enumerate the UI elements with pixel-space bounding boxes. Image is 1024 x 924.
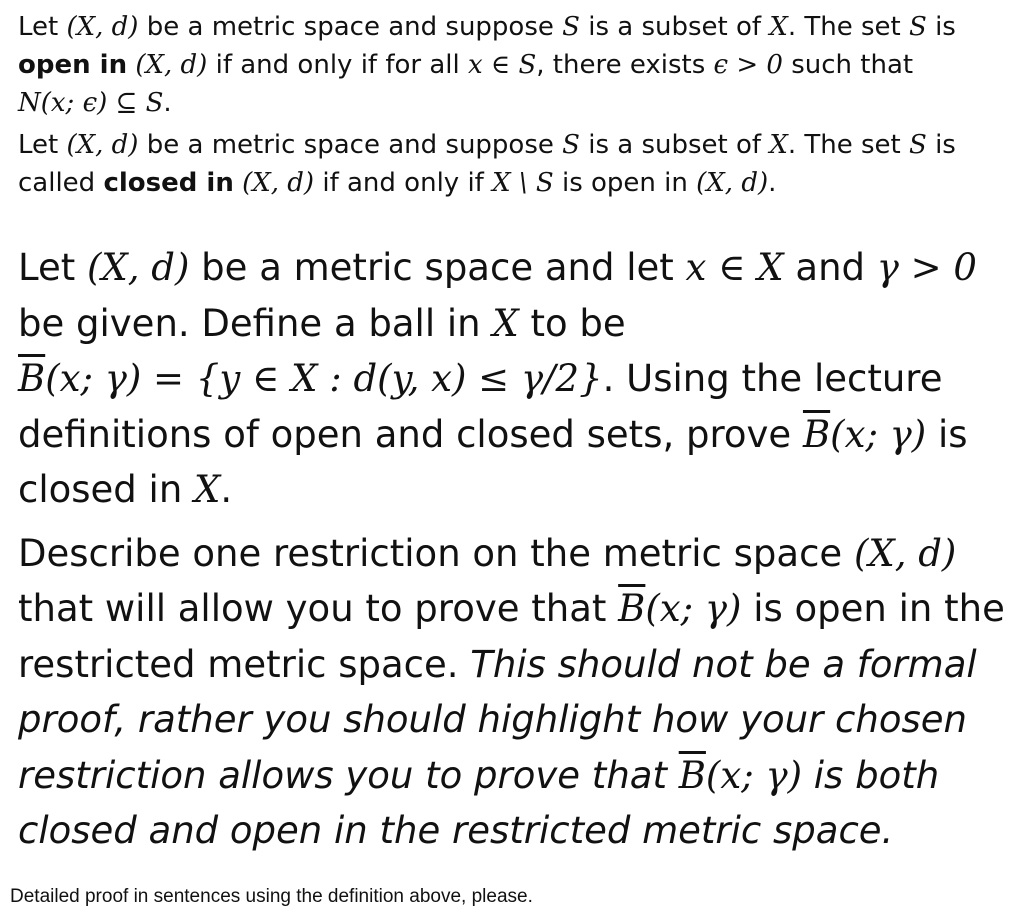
text: be a metric space and suppose <box>138 12 563 42</box>
text: is <box>926 130 956 160</box>
math-space: (X, d) <box>87 246 190 289</box>
italic-text: closed and open in the restricted metric space. <box>18 809 894 852</box>
text: closed in <box>18 468 195 511</box>
math-x-in-S: x ∈ S <box>468 50 537 80</box>
text: , there exists <box>536 50 714 80</box>
open-in-term: open in <box>18 50 128 80</box>
math-ball-definition: (x; γ) = {y ∈ X : d(y, x) ≤ γ/2} <box>45 357 603 400</box>
lecture-definitions <box>18 8 1010 202</box>
math-ball-args: (x; γ) <box>645 587 742 630</box>
text: is a subset of <box>579 130 770 160</box>
italic-text: This should not be a formal <box>470 642 977 686</box>
problem-statement <box>18 240 1010 859</box>
text: be given. Define a ball in <box>18 301 493 345</box>
math-x-in-X: x ∈ X <box>685 246 784 289</box>
text: be a metric space and let <box>189 246 686 289</box>
document-page <box>18 8 1010 859</box>
math-space: (X, d) <box>66 12 139 42</box>
text: and <box>783 246 877 289</box>
italic-text: is both <box>802 753 940 797</box>
math-ball-args: (x; γ) <box>705 753 802 797</box>
text: . <box>220 468 233 511</box>
text: be a metric space and suppose <box>138 130 563 160</box>
text: . Using the lecture <box>602 357 943 400</box>
problem-part-1 <box>18 240 1010 518</box>
italic-text: restriction allows you to prove that <box>18 753 679 797</box>
text: . <box>768 168 777 198</box>
text: such that <box>782 50 914 80</box>
math-space: (X, d) <box>853 531 957 575</box>
closed-ball-symbol: $\overline{B}$ <box>18 357 46 400</box>
text: . <box>163 88 172 118</box>
text: Let <box>18 246 87 289</box>
text: definitions of open and closed sets, prove <box>18 412 803 456</box>
math-X: X <box>769 130 788 160</box>
text: restricted metric space. <box>18 642 471 686</box>
math-space: (X, d) <box>135 50 208 80</box>
math-epsilon: ϵ > 0 <box>713 50 783 80</box>
text: if and only if <box>314 168 493 198</box>
closed-ball-symbol: $\overline{B}$ <box>802 412 831 456</box>
text: . The set <box>787 12 909 42</box>
text: Describe one restriction on the metric space <box>18 531 854 575</box>
text: if and only if for all <box>207 50 468 80</box>
math-complement: X \ S <box>492 168 554 198</box>
text: Let <box>18 12 67 42</box>
closed-ball-symbol: $\overline{B}$ <box>678 753 706 797</box>
closed-ball-symbol: $\overline{B}$ <box>618 587 646 630</box>
text: called <box>18 168 104 198</box>
math-space: (X, d) <box>66 130 139 160</box>
math-S: S <box>562 12 580 42</box>
closed-set-definition <box>18 126 1010 202</box>
math-S: S <box>562 130 580 160</box>
closed-in-term: closed in <box>103 168 234 198</box>
text: is open in the <box>741 587 1005 630</box>
text: is open in <box>553 168 697 198</box>
math-space: (X, d) <box>242 168 315 198</box>
math-neighborhood: N(x; ϵ) ⊆ S <box>18 88 164 118</box>
text: to be <box>518 301 626 345</box>
problem-part-2 <box>18 526 1010 859</box>
text: . The set <box>787 130 909 160</box>
math-X: X <box>492 301 519 345</box>
math-X: X <box>194 468 221 511</box>
text: is <box>926 12 956 42</box>
italic-text: proof, rather you should highlight how your chosen <box>18 698 967 741</box>
text: that will allow you to prove that <box>18 587 619 630</box>
user-request-note: Detailed proof in sentences using the definition above, please. <box>10 886 533 907</box>
text: Let <box>18 130 67 160</box>
math-S: S <box>909 130 927 160</box>
open-set-definition <box>18 8 1010 122</box>
math-S: S <box>909 12 927 42</box>
text: is a subset of <box>579 12 770 42</box>
math-ball-args: (x; γ) <box>830 412 927 456</box>
math-gamma: γ > 0 <box>876 246 977 289</box>
math-X: X <box>769 12 788 42</box>
text: is <box>926 412 968 456</box>
math-space: (X, d) <box>696 168 769 198</box>
